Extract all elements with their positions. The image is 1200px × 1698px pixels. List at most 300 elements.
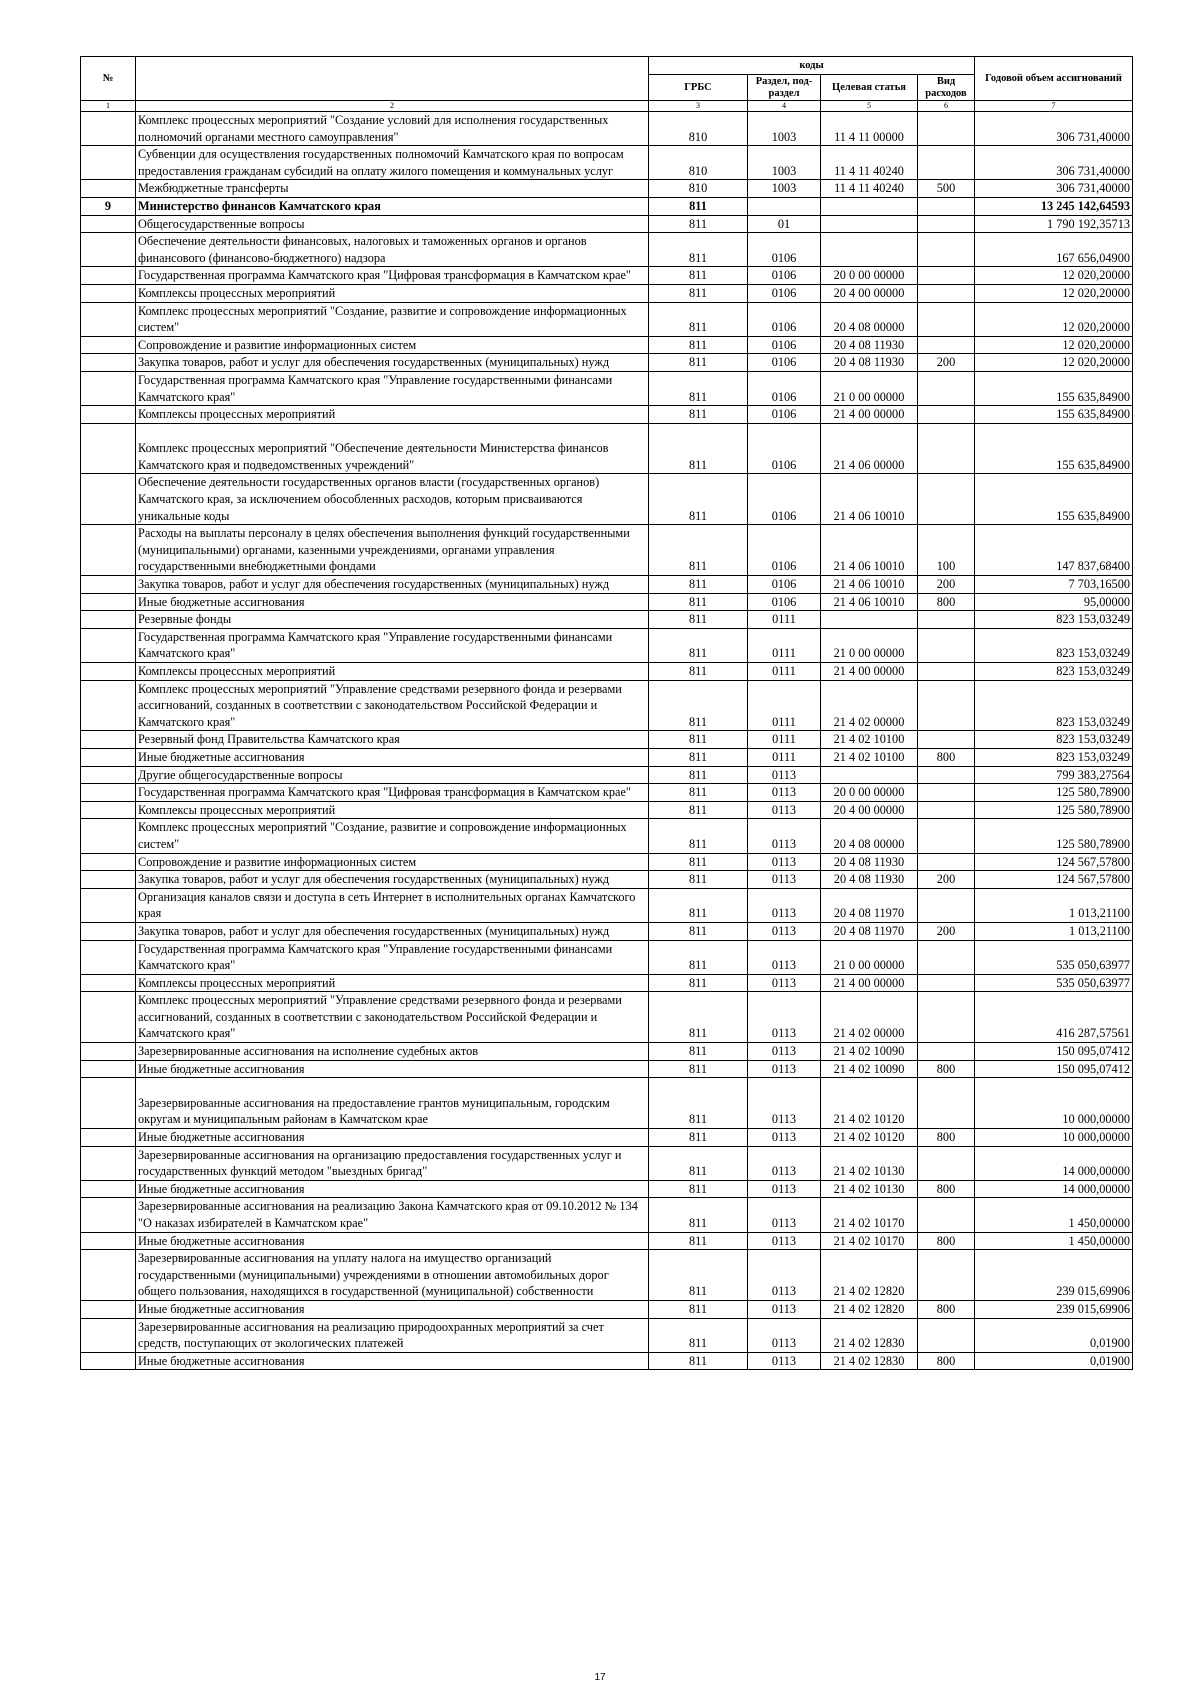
table-row xyxy=(81,922,1133,940)
row-kind xyxy=(918,112,975,146)
header-kind: Вид расходов xyxy=(918,75,975,101)
row-name: Государственная программа Камчатского края "Управление государственными финансами Камчатского края" xyxy=(136,628,649,662)
table-row xyxy=(81,940,1133,974)
row-target: 21 4 02 12830 xyxy=(821,1318,918,1352)
row-kind xyxy=(918,628,975,662)
row-amount: 799 383,27564 xyxy=(975,766,1133,784)
appropriations-document xyxy=(80,56,1132,1370)
column-number: 2 xyxy=(136,101,649,112)
row-kind xyxy=(918,336,975,354)
row-target xyxy=(821,197,918,215)
row-section: 0113 xyxy=(748,871,821,889)
row-grbs: 811 xyxy=(649,1060,748,1078)
row-grbs: 811 xyxy=(649,784,748,802)
table-row xyxy=(81,302,1133,336)
row-kind xyxy=(918,801,975,819)
row-grbs: 811 xyxy=(649,1250,748,1301)
table-row xyxy=(81,215,1133,233)
table-row xyxy=(81,1300,1133,1318)
row-kind: 500 xyxy=(918,180,975,198)
row-grbs: 810 xyxy=(649,180,748,198)
row-number xyxy=(81,371,136,405)
row-name: Комплекс процессных мероприятий "Создание, развитие и сопровождение информационных систем" xyxy=(136,819,649,853)
row-name: Закупка товаров, работ и услуг для обеспечения государственных (муниципальных) нужд xyxy=(136,354,649,372)
row-number xyxy=(81,406,136,424)
row-amount: 0,01900 xyxy=(975,1352,1133,1370)
row-name: Иные бюджетные ассигнования xyxy=(136,1300,649,1318)
row-grbs: 811 xyxy=(649,731,748,749)
row-section: 0113 xyxy=(748,1318,821,1352)
row-number xyxy=(81,576,136,594)
row-section: 0113 xyxy=(748,1043,821,1061)
row-target: 21 4 00 00000 xyxy=(821,974,918,992)
row-kind xyxy=(918,1146,975,1180)
row-amount: 239 015,69906 xyxy=(975,1250,1133,1301)
row-target: 20 4 00 00000 xyxy=(821,801,918,819)
row-kind xyxy=(918,215,975,233)
row-number xyxy=(81,611,136,629)
row-target: 20 4 08 11970 xyxy=(821,888,918,922)
row-number xyxy=(81,628,136,662)
row-amount: 155 635,84900 xyxy=(975,474,1133,525)
row-target: 20 4 08 11930 xyxy=(821,853,918,871)
row-name: Иные бюджетные ассигнования xyxy=(136,1352,649,1370)
row-amount: 12 020,20000 xyxy=(975,284,1133,302)
row-amount: 167 656,04900 xyxy=(975,233,1133,267)
row-number xyxy=(81,267,136,285)
row-name: Обеспечение деятельности финансовых, налоговых и таможенных органов и органов финансового (финансово-бюджетного) надзора xyxy=(136,233,649,267)
row-kind: 800 xyxy=(918,1060,975,1078)
row-number xyxy=(81,233,136,267)
row-section: 0113 xyxy=(748,1198,821,1232)
table-row xyxy=(81,406,1133,424)
row-amount: 823 153,03249 xyxy=(975,663,1133,681)
row-kind xyxy=(918,680,975,731)
row-amount: 1 450,00000 xyxy=(975,1198,1133,1232)
table-row xyxy=(81,853,1133,871)
row-amount: 823 153,03249 xyxy=(975,731,1133,749)
row-kind xyxy=(918,766,975,784)
row-name: Межбюджетные трансферты xyxy=(136,180,649,198)
row-section: 0113 xyxy=(748,1129,821,1147)
table-row xyxy=(81,197,1133,215)
row-amount: 1 013,21100 xyxy=(975,922,1133,940)
row-grbs: 811 xyxy=(649,922,748,940)
column-number: 3 xyxy=(649,101,748,112)
row-kind xyxy=(918,1198,975,1232)
row-section: 0113 xyxy=(748,801,821,819)
row-grbs: 811 xyxy=(649,525,748,576)
row-target: 20 4 08 00000 xyxy=(821,819,918,853)
row-number xyxy=(81,974,136,992)
row-grbs: 811 xyxy=(649,748,748,766)
table-header xyxy=(81,57,1133,112)
row-number xyxy=(81,1180,136,1198)
row-kind: 800 xyxy=(918,1232,975,1250)
table-row xyxy=(81,112,1133,146)
header-section: Раздел, под-раздел xyxy=(748,75,821,101)
row-amount: 14 000,00000 xyxy=(975,1180,1133,1198)
table-row xyxy=(81,336,1133,354)
row-section: 0113 xyxy=(748,1300,821,1318)
row-name: Комплекс процессных мероприятий "Создание условий для исполнения государственных полномочий органами местного самоуправления" xyxy=(136,112,649,146)
row-target: 20 4 00 00000 xyxy=(821,284,918,302)
row-name: Комплексы процессных мероприятий xyxy=(136,801,649,819)
row-grbs: 811 xyxy=(649,1352,748,1370)
row-name: Государственная программа Камчатского края "Управление государственными финансами Камчатского края" xyxy=(136,940,649,974)
row-kind: 800 xyxy=(918,1180,975,1198)
row-amount: 14 000,00000 xyxy=(975,1146,1133,1180)
row-target: 21 4 02 10130 xyxy=(821,1180,918,1198)
row-kind xyxy=(918,146,975,180)
row-name: Резервный фонд Правительства Камчатского края xyxy=(136,731,649,749)
row-name: Комплекс процессных мероприятий "Обеспечение деятельности Министерства финансов Камчатского края и подведомственных учреждений" xyxy=(136,423,649,474)
row-section: 0113 xyxy=(748,1250,821,1301)
row-grbs: 811 xyxy=(649,1232,748,1250)
row-section: 0113 xyxy=(748,1078,821,1129)
header-name xyxy=(136,57,649,101)
row-target: 21 4 02 12820 xyxy=(821,1300,918,1318)
row-name: Резервные фонды xyxy=(136,611,649,629)
row-target: 21 4 02 10090 xyxy=(821,1060,918,1078)
row-name: Комплексы процессных мероприятий xyxy=(136,284,649,302)
row-section: 0106 xyxy=(748,406,821,424)
column-number: 6 xyxy=(918,101,975,112)
row-section: 0113 xyxy=(748,940,821,974)
row-number xyxy=(81,766,136,784)
row-target: 21 4 02 10130 xyxy=(821,1146,918,1180)
header-annual-volume: Годовой объем ассигнований xyxy=(975,57,1133,101)
row-section: 0113 xyxy=(748,922,821,940)
row-amount: 239 015,69906 xyxy=(975,1300,1133,1318)
row-amount: 306 731,40000 xyxy=(975,146,1133,180)
row-number xyxy=(81,1232,136,1250)
row-section: 0113 xyxy=(748,1180,821,1198)
row-grbs: 811 xyxy=(649,680,748,731)
row-section: 0113 xyxy=(748,992,821,1043)
row-name: Закупка товаров, работ и услуг для обеспечения государственных (муниципальных) нужд xyxy=(136,576,649,594)
row-target: 21 4 02 10100 xyxy=(821,731,918,749)
row-amount: 823 153,03249 xyxy=(975,628,1133,662)
row-grbs: 811 xyxy=(649,1129,748,1147)
row-name: Иные бюджетные ассигнования xyxy=(136,1232,649,1250)
header-codes: коды xyxy=(649,57,975,75)
row-target: 11 4 11 40240 xyxy=(821,180,918,198)
row-kind xyxy=(918,406,975,424)
row-name: Расходы на выплаты персоналу в целях обеспечения выполнения функций государственными (муниципальными) органами, казенными учреждениями, органами управления государственными внебюджетными фондами xyxy=(136,525,649,576)
row-name: Зарезервированные ассигнования на исполнение судебных актов xyxy=(136,1043,649,1061)
row-target: 21 4 02 10120 xyxy=(821,1078,918,1129)
row-kind xyxy=(918,284,975,302)
row-amount: 12 020,20000 xyxy=(975,354,1133,372)
row-kind: 800 xyxy=(918,593,975,611)
row-target: 21 4 06 10010 xyxy=(821,525,918,576)
table-row xyxy=(81,371,1133,405)
row-grbs: 811 xyxy=(649,267,748,285)
row-name: Сопровождение и развитие информационных систем xyxy=(136,336,649,354)
row-name: Другие общегосударственные вопросы xyxy=(136,766,649,784)
row-section: 0106 xyxy=(748,423,821,474)
row-kind: 200 xyxy=(918,922,975,940)
row-target: 21 4 06 10010 xyxy=(821,576,918,594)
row-grbs: 811 xyxy=(649,1180,748,1198)
row-name: Государственная программа Камчатского края "Цифровая трансформация в Камчатском крае" xyxy=(136,784,649,802)
row-section: 0113 xyxy=(748,888,821,922)
row-kind xyxy=(918,974,975,992)
row-kind xyxy=(918,731,975,749)
row-kind xyxy=(918,1078,975,1129)
row-target: 21 4 02 10090 xyxy=(821,1043,918,1061)
row-section: 0106 xyxy=(748,233,821,267)
row-amount: 155 635,84900 xyxy=(975,423,1133,474)
row-kind xyxy=(918,423,975,474)
row-number xyxy=(81,784,136,802)
row-grbs: 811 xyxy=(649,576,748,594)
row-amount: 823 153,03249 xyxy=(975,680,1133,731)
column-number: 4 xyxy=(748,101,821,112)
table-row xyxy=(81,474,1133,525)
row-section: 0111 xyxy=(748,680,821,731)
row-amount: 535 050,63977 xyxy=(975,974,1133,992)
row-target: 11 4 11 00000 xyxy=(821,112,918,146)
table-row xyxy=(81,680,1133,731)
row-grbs: 811 xyxy=(649,284,748,302)
header-target: Целевая статья xyxy=(821,75,918,101)
row-number xyxy=(81,1043,136,1061)
row-grbs: 811 xyxy=(649,406,748,424)
row-kind xyxy=(918,1043,975,1061)
row-kind xyxy=(918,1318,975,1352)
table-row xyxy=(81,1146,1133,1180)
row-number xyxy=(81,663,136,681)
row-name: Иные бюджетные ассигнования xyxy=(136,1060,649,1078)
row-name: Закупка товаров, работ и услуг для обеспечения государственных (муниципальных) нужд xyxy=(136,871,649,889)
row-target xyxy=(821,215,918,233)
row-number xyxy=(81,801,136,819)
table-row xyxy=(81,354,1133,372)
row-section: 0111 xyxy=(748,628,821,662)
row-number xyxy=(81,940,136,974)
row-kind xyxy=(918,197,975,215)
row-amount: 0,01900 xyxy=(975,1318,1133,1352)
row-grbs: 811 xyxy=(649,371,748,405)
row-name: Комплексы процессных мероприятий xyxy=(136,974,649,992)
row-section: 0111 xyxy=(748,611,821,629)
appropriations-table xyxy=(80,56,1133,1370)
row-number xyxy=(81,1146,136,1180)
table-row xyxy=(81,1232,1133,1250)
row-amount: 124 567,57800 xyxy=(975,853,1133,871)
row-target: 21 4 02 10170 xyxy=(821,1198,918,1232)
row-number xyxy=(81,146,136,180)
table-row xyxy=(81,888,1133,922)
row-number xyxy=(81,1300,136,1318)
row-target xyxy=(821,233,918,267)
row-target: 21 4 00 00000 xyxy=(821,406,918,424)
row-name: Закупка товаров, работ и услуг для обеспечения государственных (муниципальных) нужд xyxy=(136,922,649,940)
row-target: 20 4 08 11970 xyxy=(821,922,918,940)
row-number xyxy=(81,871,136,889)
table-row xyxy=(81,628,1133,662)
row-target: 21 4 02 10170 xyxy=(821,1232,918,1250)
row-amount: 95,00000 xyxy=(975,593,1133,611)
row-target: 20 4 08 11930 xyxy=(821,871,918,889)
row-target xyxy=(821,766,918,784)
row-grbs: 811 xyxy=(649,593,748,611)
row-target: 21 4 06 10010 xyxy=(821,593,918,611)
row-target: 21 4 06 00000 xyxy=(821,423,918,474)
row-target: 21 4 02 10120 xyxy=(821,1129,918,1147)
row-section: 0106 xyxy=(748,267,821,285)
row-number xyxy=(81,284,136,302)
row-name: Комплекс процессных мероприятий "Создание, развитие и сопровождение информационных систем" xyxy=(136,302,649,336)
row-section: 0111 xyxy=(748,731,821,749)
row-target: 20 0 00 00000 xyxy=(821,267,918,285)
row-number xyxy=(81,1318,136,1352)
row-number xyxy=(81,112,136,146)
row-grbs: 811 xyxy=(649,354,748,372)
row-name: Зарезервированные ассигнования на организацию предоставления государственных услуг и государственных функций методом "выездных бригад" xyxy=(136,1146,649,1180)
row-target: 21 4 02 12820 xyxy=(821,1250,918,1301)
row-grbs: 810 xyxy=(649,146,748,180)
row-section: 0113 xyxy=(748,784,821,802)
row-grbs: 811 xyxy=(649,628,748,662)
row-section: 0106 xyxy=(748,284,821,302)
row-kind: 800 xyxy=(918,1129,975,1147)
row-section: 0106 xyxy=(748,525,821,576)
row-grbs: 810 xyxy=(649,112,748,146)
row-target: 21 0 00 00000 xyxy=(821,628,918,662)
row-target: 21 0 00 00000 xyxy=(821,371,918,405)
header-grbs: ГРБС xyxy=(649,75,748,101)
row-grbs: 811 xyxy=(649,1198,748,1232)
row-section: 1003 xyxy=(748,146,821,180)
row-kind xyxy=(918,371,975,405)
row-target: 21 0 00 00000 xyxy=(821,940,918,974)
row-kind xyxy=(918,853,975,871)
row-name: Зарезервированные ассигнования на реализацию природоохранных мероприятий за счет средств, поступающих от экологических платежей xyxy=(136,1318,649,1352)
row-amount: 124 567,57800 xyxy=(975,871,1133,889)
row-grbs: 811 xyxy=(649,801,748,819)
table-row xyxy=(81,1043,1133,1061)
row-number xyxy=(81,888,136,922)
table-body xyxy=(81,112,1133,1370)
table-row xyxy=(81,784,1133,802)
row-target: 21 4 02 12830 xyxy=(821,1352,918,1370)
table-row xyxy=(81,819,1133,853)
row-amount: 12 020,20000 xyxy=(975,336,1133,354)
row-kind xyxy=(918,888,975,922)
column-number: 5 xyxy=(821,101,918,112)
row-number xyxy=(81,180,136,198)
row-number xyxy=(81,474,136,525)
table-row xyxy=(81,233,1133,267)
row-kind xyxy=(918,267,975,285)
row-name: Обеспечение деятельности государственных органов власти (государственных органов) Камчатского края, за исключением обособленных расходов, которым присваиваются уникальные коды xyxy=(136,474,649,525)
row-section: 0113 xyxy=(748,1146,821,1180)
row-number xyxy=(81,731,136,749)
row-kind: 200 xyxy=(918,576,975,594)
row-amount: 150 095,07412 xyxy=(975,1060,1133,1078)
row-section: 1003 xyxy=(748,112,821,146)
row-grbs: 811 xyxy=(649,1300,748,1318)
column-numbers-row xyxy=(81,101,1133,112)
row-section: 0106 xyxy=(748,371,821,405)
row-name: Государственная программа Камчатского края "Управление государственными финансами Камчатского края" xyxy=(136,371,649,405)
row-section: 0106 xyxy=(748,336,821,354)
row-amount: 823 153,03249 xyxy=(975,748,1133,766)
row-target: 20 4 08 11930 xyxy=(821,336,918,354)
row-grbs: 811 xyxy=(649,336,748,354)
row-name: Субвенции для осуществления государственных полномочий Камчатского края по вопросам предоставления гражданам субсидий на оплату жилого помещения и коммунальных услуг xyxy=(136,146,649,180)
row-grbs: 811 xyxy=(649,1318,748,1352)
row-amount: 535 050,63977 xyxy=(975,940,1133,974)
row-target: 20 4 08 11930 xyxy=(821,354,918,372)
row-section: 1003 xyxy=(748,180,821,198)
row-amount: 155 635,84900 xyxy=(975,406,1133,424)
row-target: 21 4 02 00000 xyxy=(821,992,918,1043)
row-number xyxy=(81,853,136,871)
row-target: 21 4 06 10010 xyxy=(821,474,918,525)
header-no: № xyxy=(81,57,136,101)
row-section: 0106 xyxy=(748,302,821,336)
row-kind xyxy=(918,992,975,1043)
row-amount: 13 245 142,64593 xyxy=(975,197,1133,215)
table-row xyxy=(81,1198,1133,1232)
row-grbs: 811 xyxy=(649,423,748,474)
row-number xyxy=(81,1078,136,1129)
row-number xyxy=(81,922,136,940)
column-number: 1 xyxy=(81,101,136,112)
row-name: Иные бюджетные ассигнования xyxy=(136,1129,649,1147)
row-amount: 7 703,16500 xyxy=(975,576,1133,594)
row-number xyxy=(81,1060,136,1078)
row-kind xyxy=(918,474,975,525)
row-section: 0113 xyxy=(748,974,821,992)
table-row xyxy=(81,423,1133,474)
table-row xyxy=(81,267,1133,285)
row-grbs: 811 xyxy=(649,233,748,267)
row-amount: 155 635,84900 xyxy=(975,371,1133,405)
row-number xyxy=(81,354,136,372)
row-name: Сопровождение и развитие информационных систем xyxy=(136,853,649,871)
row-section: 0106 xyxy=(748,354,821,372)
row-grbs: 811 xyxy=(649,766,748,784)
row-amount: 125 580,78900 xyxy=(975,819,1133,853)
table-row xyxy=(81,1180,1133,1198)
row-section: 0113 xyxy=(748,819,821,853)
row-kind xyxy=(918,302,975,336)
row-target: 11 4 11 40240 xyxy=(821,146,918,180)
row-name: Комплексы процессных мероприятий xyxy=(136,663,649,681)
row-number xyxy=(81,819,136,853)
row-grbs: 811 xyxy=(649,992,748,1043)
table-row xyxy=(81,748,1133,766)
row-amount: 1 013,21100 xyxy=(975,888,1133,922)
row-grbs: 811 xyxy=(649,1146,748,1180)
row-target: 20 0 00 00000 xyxy=(821,784,918,802)
row-grbs: 811 xyxy=(649,940,748,974)
table-row xyxy=(81,731,1133,749)
row-target: 21 4 02 00000 xyxy=(821,680,918,731)
table-row xyxy=(81,1078,1133,1129)
row-number xyxy=(81,336,136,354)
row-name: Министерство финансов Камчатского края xyxy=(136,197,649,215)
table-row xyxy=(81,974,1133,992)
table-row xyxy=(81,1352,1133,1370)
row-name: Зарезервированные ассигнования на предоставление грантов муниципальным, городским округам и муниципальным районам в Камчатском крае xyxy=(136,1078,649,1129)
row-kind: 800 xyxy=(918,1300,975,1318)
